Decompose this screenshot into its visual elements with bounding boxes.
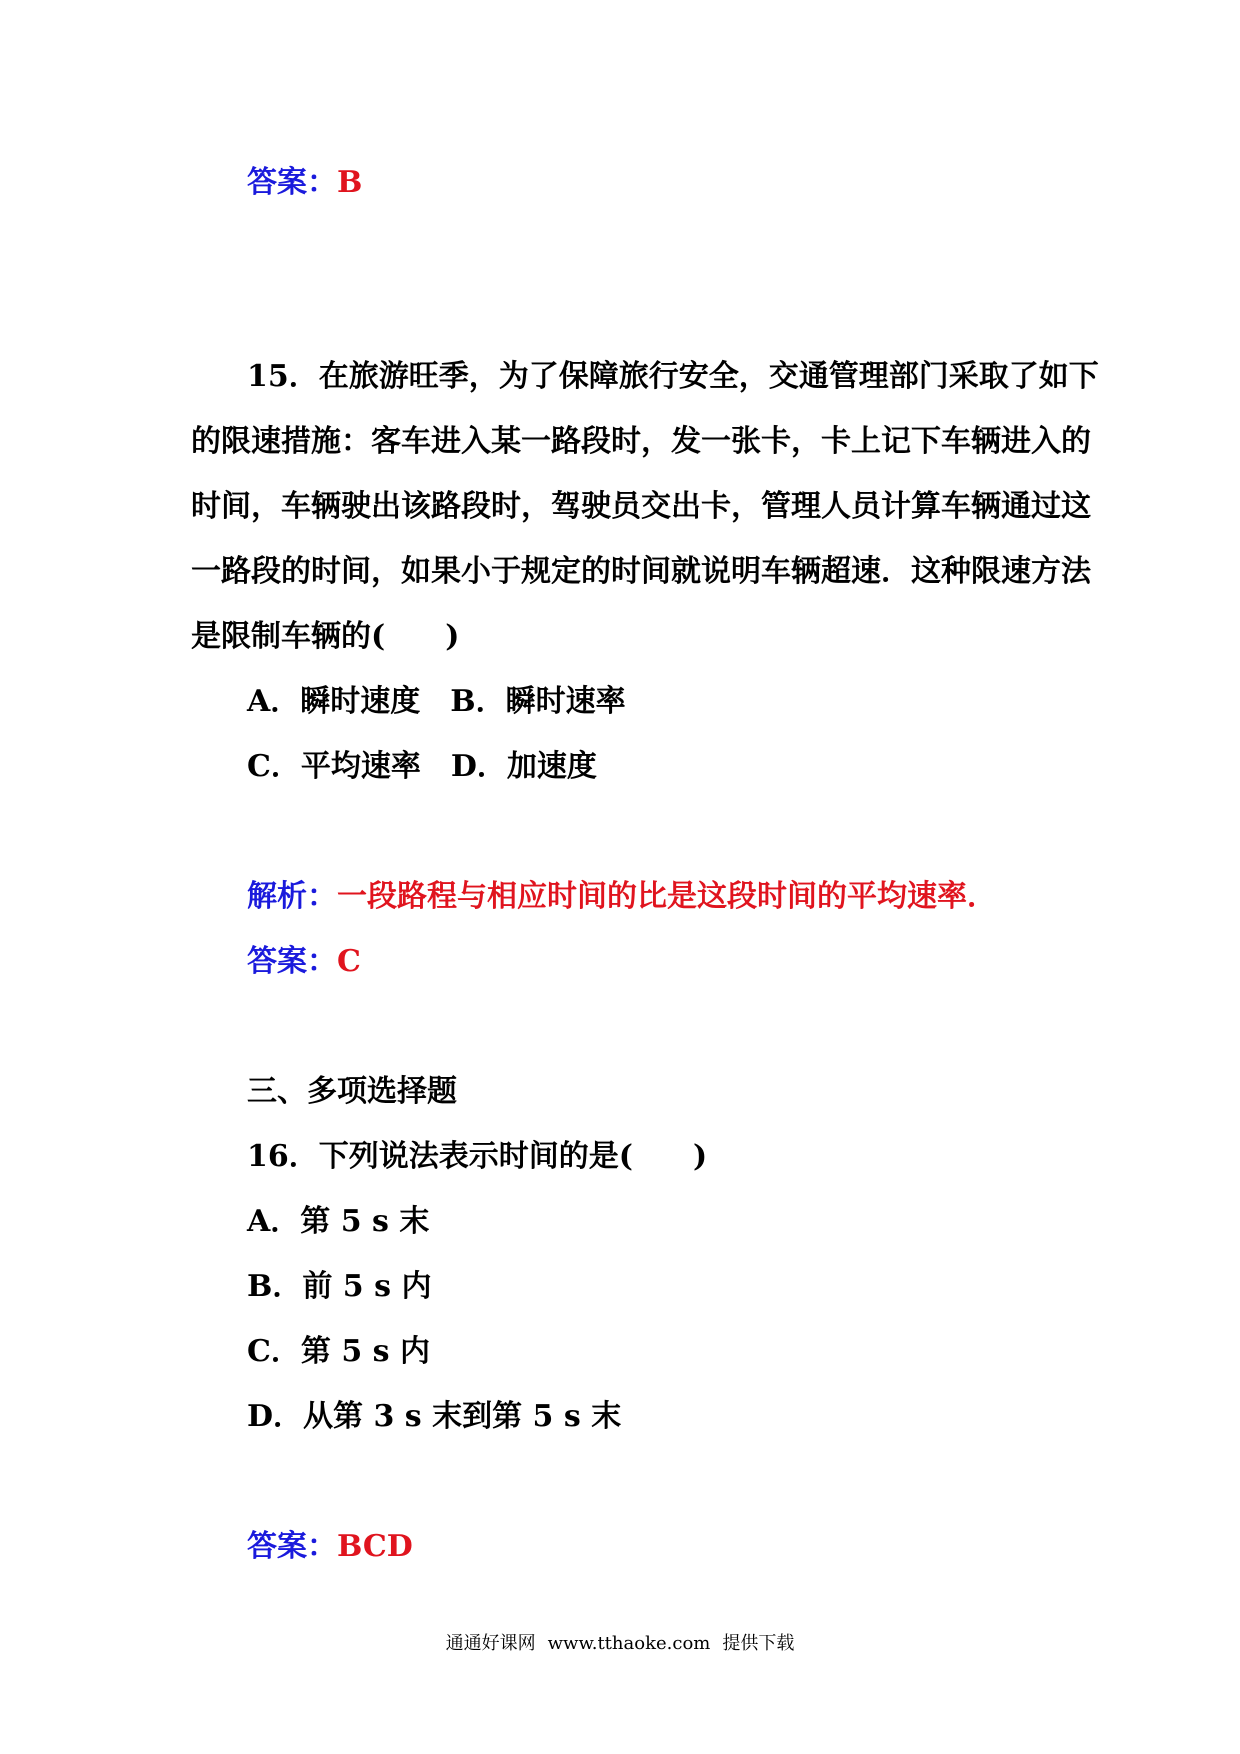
question-16-option-b: B．前 5 s 内 bbox=[247, 1269, 432, 1304]
question-15-answer bbox=[247, 942, 361, 982]
question-16-option-d: D．从第 3 s 末到第 5 s 末 bbox=[247, 1399, 622, 1434]
answer-value: BCD bbox=[337, 1529, 413, 1564]
analysis-label: 解析： bbox=[247, 879, 337, 914]
question-15-options-row-1: A．瞬时速度 B．瞬时速率 bbox=[247, 684, 626, 719]
question-16-option-a: A．第 5 s 末 bbox=[247, 1204, 430, 1239]
question-15-line-5: 是限制车辆的( ) bbox=[191, 619, 460, 654]
question-15-analysis bbox=[247, 877, 997, 917]
question-15-line-1: 15．在旅游旺季，为了保障旅行安全，交通管理部门采取了如下 bbox=[247, 359, 1099, 394]
answer-14 bbox=[247, 163, 362, 203]
answer-value: B bbox=[337, 165, 363, 200]
question-16-option-c: C．第 5 s 内 bbox=[247, 1334, 430, 1369]
answer-label: 答案： bbox=[247, 165, 337, 200]
section-title: 三、多项选择题 bbox=[247, 1074, 457, 1109]
answer-label: 答案： bbox=[247, 1529, 337, 1564]
page-footer bbox=[0, 1632, 1240, 1656]
footer-site-name: 通通好课网 bbox=[445, 1633, 536, 1654]
question-15-line-2: 的限速措施：客车进入某一路段时，发一张卡，卡上记下车辆进入的 bbox=[191, 424, 1091, 459]
answer-label: 答案： bbox=[247, 944, 337, 979]
question-16-answer bbox=[247, 1527, 413, 1567]
analysis-text: 一段路程与相应时间的比是这段时间的平均速率． bbox=[337, 879, 997, 914]
answer-value: C bbox=[337, 944, 361, 979]
footer-suffix: 提供下载 bbox=[722, 1633, 795, 1654]
question-15-line-4: 一路段的时间，如果小于规定的时间就说明车辆超速．这种限速方法 bbox=[191, 554, 1091, 589]
question-15-options-row-2: C．平均速率 D．加速度 bbox=[247, 749, 597, 784]
footer-url: www.tthaoke.com bbox=[547, 1633, 711, 1654]
question-15-line-3: 时间，车辆驶出该路段时，驾驶员交出卡，管理人员计算车辆通过这 bbox=[191, 489, 1091, 524]
question-16-stem: 16．下列说法表示时间的是( ) bbox=[247, 1139, 708, 1174]
